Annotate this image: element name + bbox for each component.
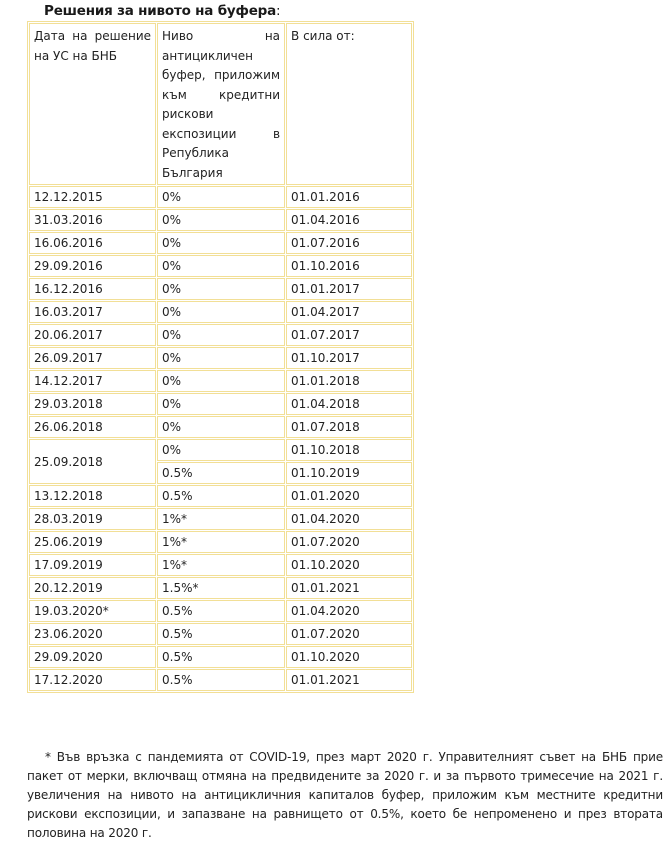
table-row — [29, 370, 412, 392]
buffer-level-cell: 0.5% — [157, 623, 285, 645]
effective-date-cell: 01.01.2021 — [286, 669, 412, 691]
effective-date-cell: 01.10.2019 — [286, 462, 412, 484]
decision-date-cell: 17.12.2020 — [29, 669, 156, 691]
decision-date-cell: 19.03.2020* — [29, 600, 156, 622]
section-heading-text: Решения за нивото на буфера — [44, 3, 277, 19]
buffer-level-cell: 1%* — [157, 508, 285, 530]
buffer-level-cell: 0% — [157, 278, 285, 300]
effective-date-cell: 01.01.2020 — [286, 485, 412, 507]
buffer-decisions-table — [27, 21, 414, 693]
decision-date-cell: 29.09.2020 — [29, 646, 156, 668]
buffer-level-cell: 0.5% — [157, 646, 285, 668]
decision-date-cell: 20.06.2017 — [29, 324, 156, 346]
buffer-level-cell: 0% — [157, 301, 285, 323]
decision-date-cell: 12.12.2015 — [29, 186, 156, 208]
header-effective-from: В сила от: — [286, 23, 412, 185]
effective-date-cell: 01.04.2020 — [286, 508, 412, 530]
table-row — [29, 278, 412, 300]
table-row — [29, 577, 412, 599]
section-heading-colon: : — [276, 3, 281, 19]
buffer-level-cell: 0% — [157, 232, 285, 254]
header-decision-date: Дата на решение на УС на БНБ — [29, 23, 156, 185]
table-row — [29, 531, 412, 553]
table-header-row — [29, 23, 412, 185]
table-row — [29, 485, 412, 507]
table-row — [29, 508, 412, 530]
effective-date-cell: 01.07.2020 — [286, 531, 412, 553]
covid-footnote: * Във връзка с пандемията от COVID-19, през март 2020 г. Управителният съвет на БНБ прие пакет от мерки, включващ отмяна на предвидените за 2020 г. и за първото тримесечие на 2021 г. увеличения на нивото на антицикличния капиталов буфер, приложим към местните кредитни рискови експозиции, и запазване на равнището от 0.5%, което бе непроменено и през втората половина на 2020 г. — [27, 750, 663, 840]
decision-date-cell: 17.09.2019 — [29, 554, 156, 576]
table-row — [29, 416, 412, 438]
effective-date-cell: 01.01.2017 — [286, 278, 412, 300]
effective-date-cell: 01.07.2017 — [286, 324, 412, 346]
table-row — [29, 623, 412, 645]
buffer-level-cell: 0% — [157, 347, 285, 369]
effective-date-cell: 01.07.2018 — [286, 416, 412, 438]
table-row — [29, 209, 412, 231]
table-row — [29, 554, 412, 576]
buffer-level-cell: 0% — [157, 255, 285, 277]
table-row — [29, 255, 412, 277]
decision-date-cell: 23.06.2020 — [29, 623, 156, 645]
decision-date-cell: 20.12.2019 — [29, 577, 156, 599]
section-heading — [44, 3, 280, 19]
buffer-level-cell: 1%* — [157, 554, 285, 576]
buffer-level-cell: 0.5% — [157, 462, 285, 484]
decision-date-cell: 14.12.2017 — [29, 370, 156, 392]
buffer-level-cell: 0% — [157, 439, 285, 461]
table-row — [29, 232, 412, 254]
decision-date-cell: 16.06.2016 — [29, 232, 156, 254]
header-buffer-level: Ниво на антицикличен буфер, приложим към кредитни рискови експозиции в Република България — [157, 23, 285, 185]
buffer-level-cell: 0% — [157, 370, 285, 392]
table-row — [29, 347, 412, 369]
effective-date-cell: 01.07.2016 — [286, 232, 412, 254]
table-row — [29, 186, 412, 208]
effective-date-cell: 01.04.2018 — [286, 393, 412, 415]
effective-date-cell: 01.01.2016 — [286, 186, 412, 208]
decision-date-cell: 31.03.2016 — [29, 209, 156, 231]
table-row — [29, 669, 412, 691]
buffer-level-cell: 1.5%* — [157, 577, 285, 599]
effective-date-cell: 01.10.2020 — [286, 646, 412, 668]
decision-date-cell: 13.12.2018 — [29, 485, 156, 507]
table-row — [29, 646, 412, 668]
decision-date-cell: 29.03.2018 — [29, 393, 156, 415]
table-row — [29, 393, 412, 415]
buffer-level-cell: 0% — [157, 209, 285, 231]
buffer-level-cell: 0% — [157, 186, 285, 208]
effective-date-cell: 01.10.2020 — [286, 554, 412, 576]
effective-date-cell: 01.01.2021 — [286, 577, 412, 599]
effective-date-cell: 01.07.2020 — [286, 623, 412, 645]
table-row — [29, 324, 412, 346]
buffer-level-cell: 1%* — [157, 531, 285, 553]
decision-date-cell: 29.09.2016 — [29, 255, 156, 277]
decision-date-cell: 26.09.2017 — [29, 347, 156, 369]
decision-date-cell: 26.06.2018 — [29, 416, 156, 438]
decision-date-cell: 16.03.2017 — [29, 301, 156, 323]
effective-date-cell: 01.10.2017 — [286, 347, 412, 369]
buffer-level-cell: 0% — [157, 416, 285, 438]
buffer-level-cell: 0% — [157, 324, 285, 346]
effective-date-cell: 01.04.2017 — [286, 301, 412, 323]
buffer-level-cell: 0.5% — [157, 669, 285, 691]
effective-date-cell: 01.04.2020 — [286, 600, 412, 622]
buffer-level-cell: 0.5% — [157, 600, 285, 622]
decision-date-cell: 16.12.2016 — [29, 278, 156, 300]
decision-date-cell: 28.03.2019 — [29, 508, 156, 530]
table-row — [29, 301, 412, 323]
decision-date-cell: 25.06.2019 — [29, 531, 156, 553]
decision-date-cell: 25.09.2018 — [29, 439, 156, 484]
buffer-level-cell: 0.5% — [157, 485, 285, 507]
buffer-level-cell: 0% — [157, 393, 285, 415]
effective-date-cell: 01.10.2016 — [286, 255, 412, 277]
table-row — [29, 439, 412, 461]
effective-date-cell: 01.01.2018 — [286, 370, 412, 392]
table-row — [29, 600, 412, 622]
effective-date-cell: 01.04.2016 — [286, 209, 412, 231]
effective-date-cell: 01.10.2018 — [286, 439, 412, 461]
